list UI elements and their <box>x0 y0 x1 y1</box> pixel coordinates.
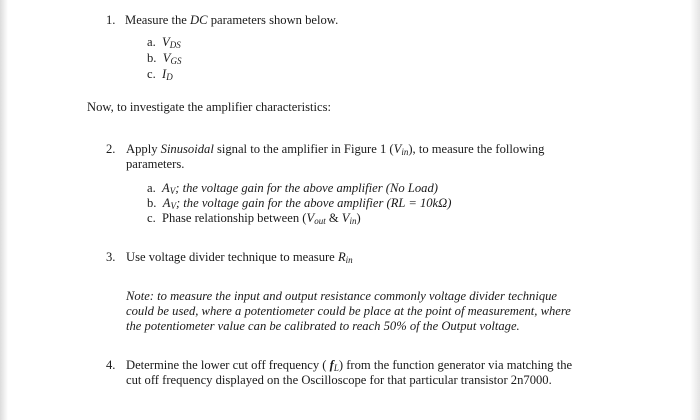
item-4-line-1: Determine the lower cut off frequency ( $f_L$) from the function generator via matching the <box>126 358 573 373</box>
item-2c: c. Phase relationship between ($V_{out}$ & $V_{in}$) <box>147 211 361 226</box>
item-2-line-1: Apply Sinusoidal signal to the amplifier in Figure 1 $(V_{in})$, to measure the following <box>126 142 545 157</box>
item-1c: c. $I_D$ <box>147 67 173 82</box>
item-2b: b. $A_V$; the voltage gain for the above amplifier (RL = 10kΩ) <box>147 196 452 211</box>
note-line-2: could be used, where a potentiometer could be place at the point of measurement, where <box>126 304 571 318</box>
item-4-number: 4. <box>106 358 116 372</box>
item-2-line-2: parameters. <box>126 157 185 171</box>
note-line-1: Note: to measure the input and output resistance commonly voltage divider technique <box>126 289 558 303</box>
intro-text: Now, to investigate the amplifier characteristics: <box>87 100 331 114</box>
item-4-line-2: cut off frequency displayed on the Oscilloscope for that particular transistor 2n7000. <box>126 373 552 387</box>
item-1-number: 1. <box>106 13 116 27</box>
item-1-text: Measure the DC parameters shown below. <box>125 13 339 27</box>
item-1a: a. $V_{DS}$ <box>147 35 181 50</box>
note-line-3: the potentiometer value can be calibrated to reach 50% of the Output voltage. <box>126 319 520 333</box>
item-3-number: 3. <box>106 250 116 264</box>
item-3-text: Use voltage divider technique to measure $R_{in}$ <box>126 250 353 265</box>
item-2-number: 2. <box>106 142 116 156</box>
item-1b: b. $V_{GS}$ <box>147 51 182 66</box>
item-2a: a. $A_V$; the voltage gain for the above amplifier (No Load) <box>147 181 438 196</box>
